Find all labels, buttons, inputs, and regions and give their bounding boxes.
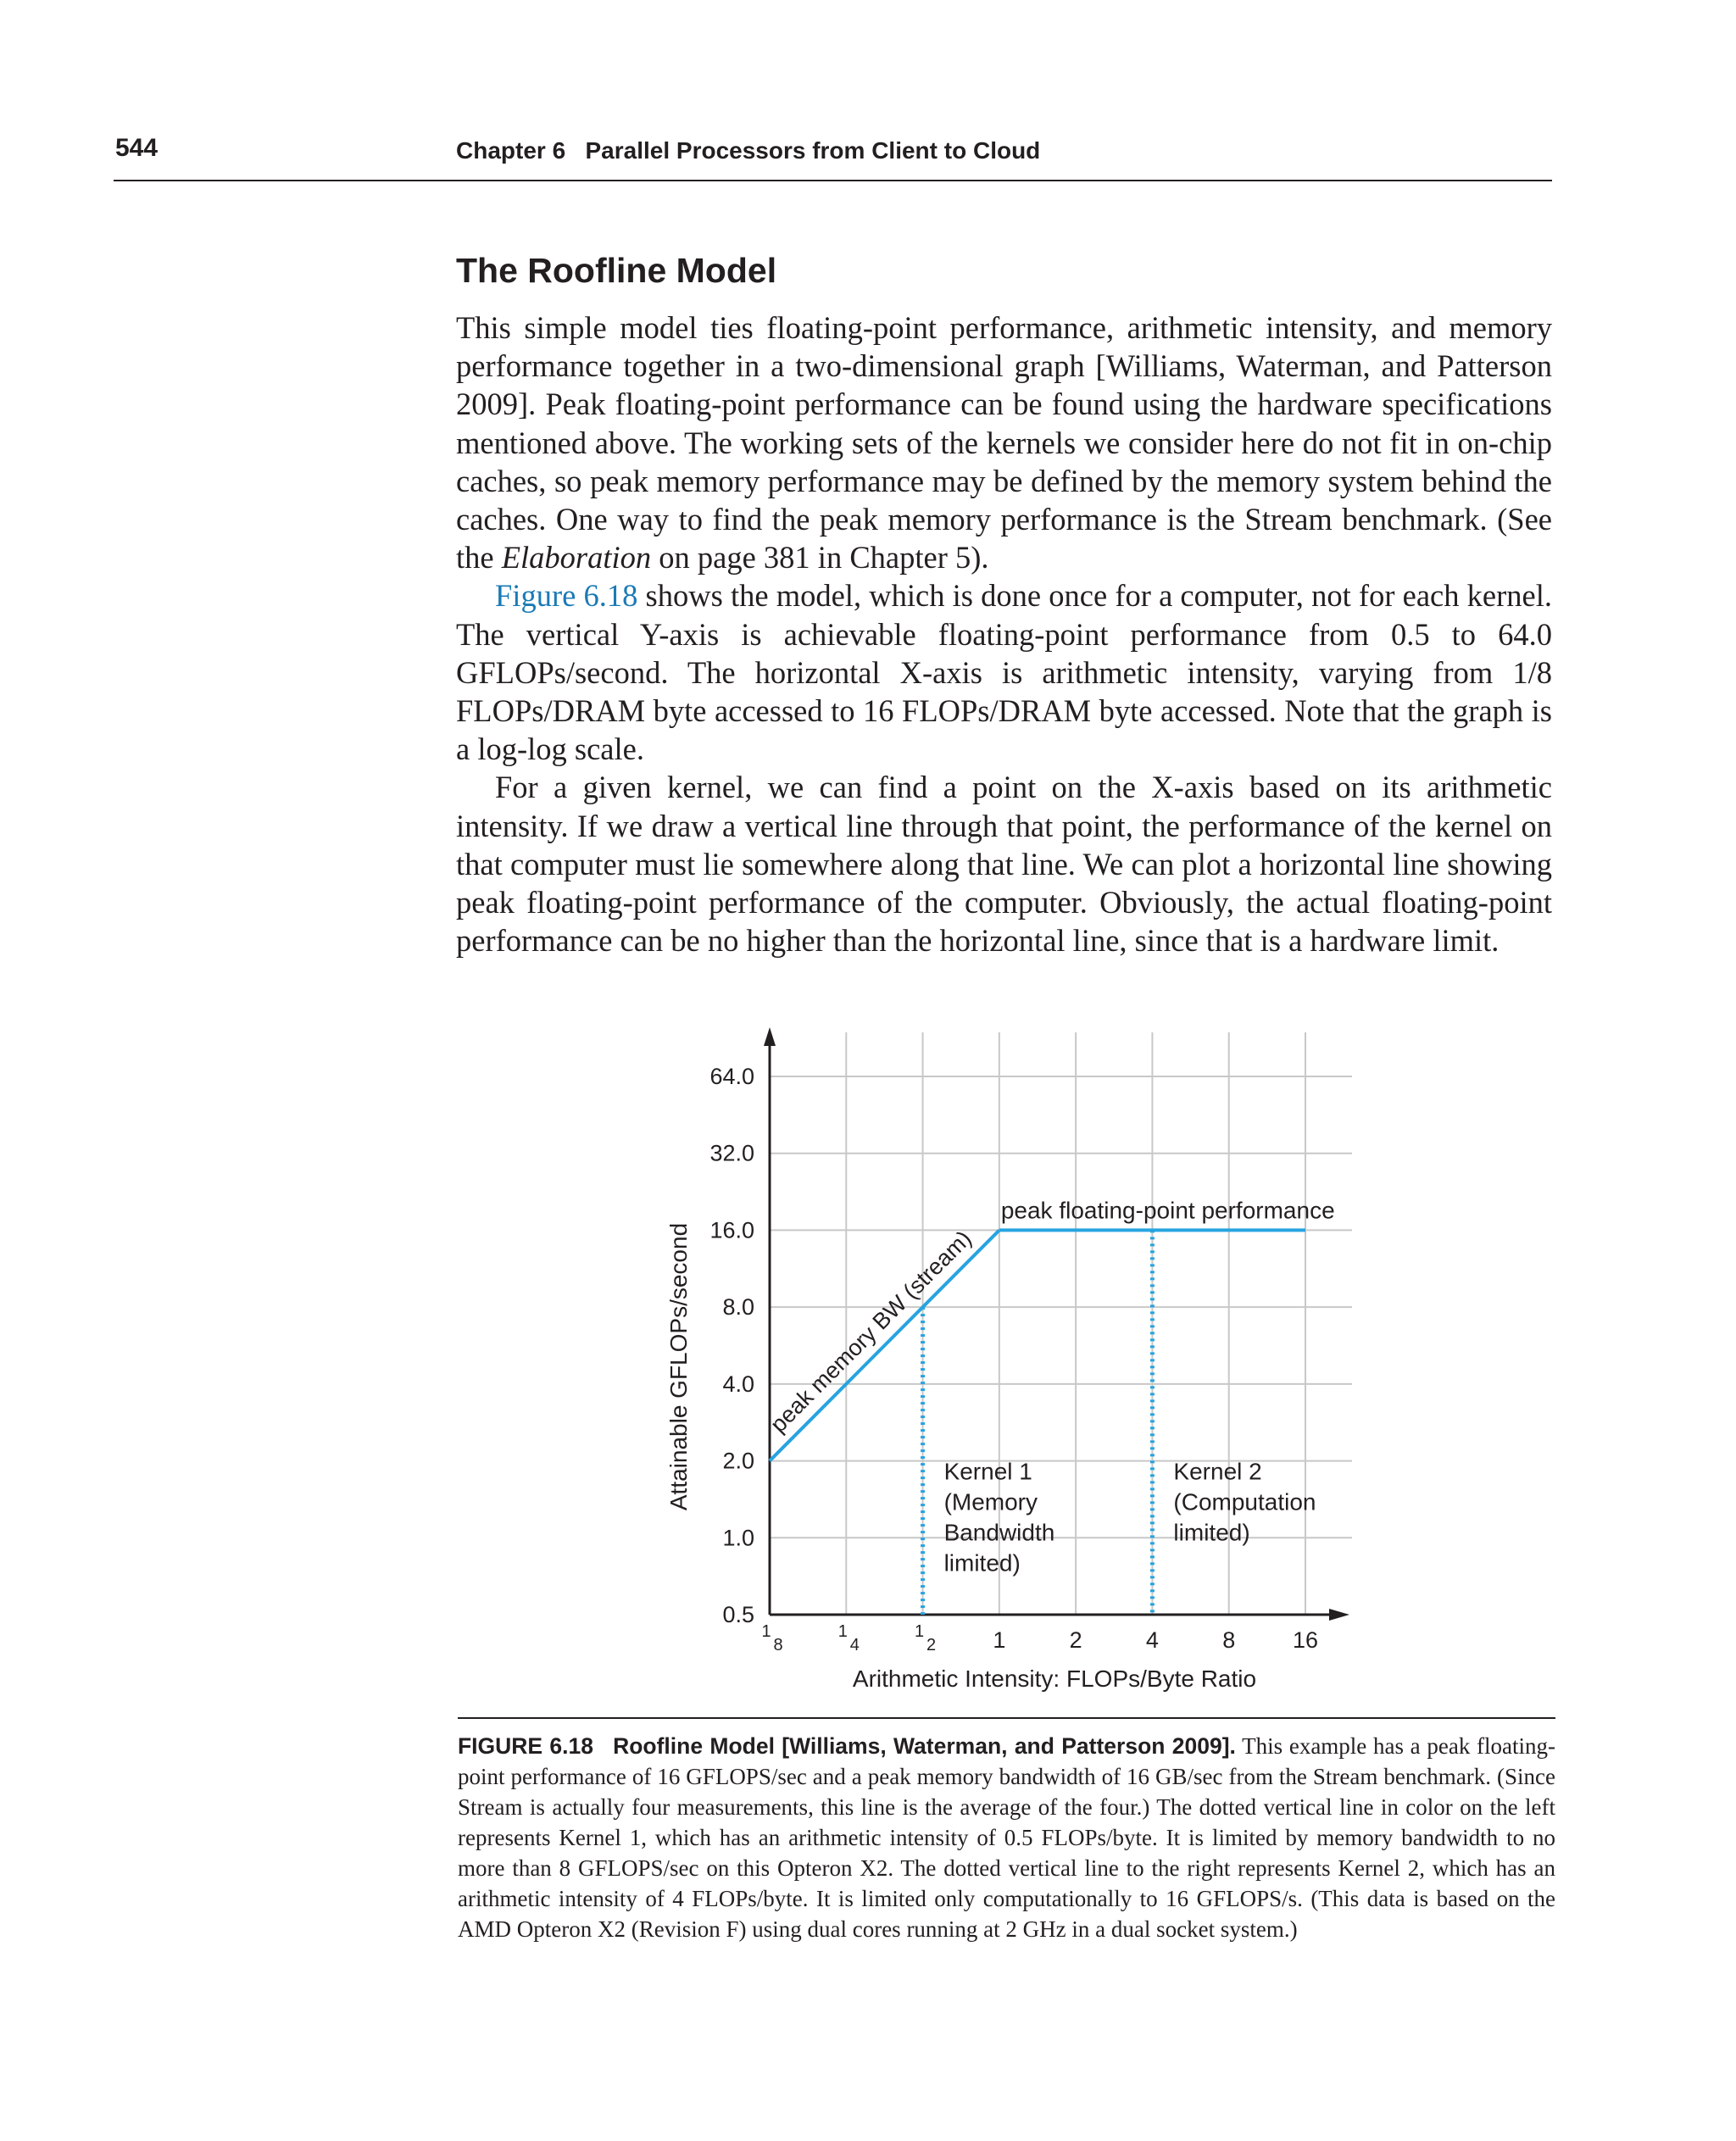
figure-6-18-link[interactable]: Figure 6.18 (495, 578, 638, 614)
paragraph-3 (456, 768, 1552, 959)
x-tick-numerator: 1 (837, 1622, 848, 1641)
caption-label: FIGURE 6.18 (458, 1733, 593, 1759)
x-tick-numerator: 1 (915, 1622, 925, 1641)
x-tick-label: 8 (1222, 1627, 1236, 1653)
paragraph-2 (456, 576, 1552, 768)
kernel-1-label: limited) (943, 1549, 1021, 1577)
x-axis-title: Arithmetic Intensity: FLOPs/Byte Ratio (852, 1666, 1257, 1692)
x-tick-label: 1 (993, 1627, 1006, 1653)
roofline-figure (644, 1026, 1407, 1704)
elaboration-emphasis: Elaboration (501, 540, 652, 576)
paragraph-1-text: This simple model ties floating-point performance, arithmetic intensity, and memory performance together in a two-dimensional graph [Williams, Waterman, and Patterson 2009]. Peak floating-point performance can be found using the hardware specifications mentioned above. The working sets of the kernels we consider here do not fit in on-chip caches, so peak memory performance may be defined by the memory system behind the caches. One way to find the peak memory performance is the Stream benchmark. (See the (456, 310, 1552, 576)
paragraph-1-end: on page 381 in Chapter 5). (651, 540, 989, 576)
figure-caption (458, 1717, 1555, 1944)
y-tick-label: 64.0 (709, 1064, 754, 1089)
kernel-1-label: Kernel 1 (943, 1458, 1032, 1485)
x-tick-denominator: 8 (773, 1636, 783, 1654)
chapter-title: Chapter 6 Parallel Processors from Client to Cloud (456, 137, 1041, 164)
y-tick-label: 1.0 (722, 1525, 754, 1551)
x-tick-label: 2 (1069, 1627, 1082, 1653)
y-tick-label: 32.0 (709, 1140, 754, 1166)
page-number: 544 (115, 134, 159, 162)
x-tick-denominator: 2 (926, 1636, 937, 1654)
kernel-2-label: limited) (1173, 1519, 1250, 1546)
x-tick-label: 4 (1145, 1627, 1159, 1653)
y-tick-label: 2.0 (722, 1448, 754, 1474)
series-line-1 (770, 1230, 999, 1460)
paragraph-1 (456, 309, 1552, 576)
y-axis-arrow (764, 1027, 776, 1046)
kernel-1-label: (Memory (943, 1488, 1038, 1515)
kernel-2-label: (Computation (1173, 1488, 1316, 1515)
x-axis-arrow (1329, 1609, 1349, 1621)
y-axis-title: Attainable GFLOPs/second (665, 1222, 692, 1511)
kernel-1-label: Bandwidth (943, 1519, 1055, 1546)
y-tick-label: 4.0 (722, 1371, 754, 1397)
peak-memory-bw-label: peak memory BW (stream) (765, 1226, 976, 1438)
x-tick-denominator: 4 (849, 1636, 860, 1654)
y-tick-label: 16.0 (709, 1217, 754, 1243)
running-head (114, 129, 1552, 181)
section-heading: The Roofline Model (456, 251, 777, 290)
y-tick-label: 0.5 (722, 1602, 754, 1627)
kernel-2-label: Kernel 2 (1173, 1458, 1262, 1485)
peak-flops-label: peak floating-point performance (1000, 1197, 1335, 1224)
paragraph-3-text: For a given kernel, we can find a point on the X-axis based on its arithmetic intensity. If we draw a vertical line through that point, the performance of the kernel on that computer must lie somewhere along that line. We can plot a horizontal line showing peak floating-point performance of the computer. Obviously, the actual floating-point performance can be no higher than the horizontal line, since that is a hardware limit. (456, 770, 1552, 959)
body-text (456, 309, 1552, 959)
caption-title: Roofline Model [Williams, Waterman, and Patterson 2009]. (613, 1733, 1236, 1759)
y-tick-label: 8.0 (722, 1294, 754, 1321)
x-tick-label: 16 (1292, 1627, 1319, 1653)
roofline-chart (644, 1026, 1407, 1704)
paragraph-2-text: shows the model, which is done once for a computer, not for each kernel. The vertical Y-axis is achievable floating-point performance from 0.5 to 64.0 GFLOPs/second. The horizontal X-axis is arithmetic intensity, varying from 1/8 FLOPs/DRAM byte accessed to 16 FLOPs/DRAM byte accessed. Note that the graph is a log-log scale. (456, 578, 1552, 767)
x-tick-numerator: 1 (761, 1622, 771, 1641)
caption-text: This example has a peak floating-point performance of 16 GFLOPS/sec and a peak memory bandwidth of 16 GB/sec from the Stream benchmark. (Since Stream is actually four measurements, this line is the average of the four.) The dotted vertical line in color on the left represents Kernel 1, which has an arithmetic intensity of 0.5 FLOPs/byte. It is limited by memory bandwidth to no more than 8 GFLOPS/sec on this Opteron X2. The dotted vertical line to the right represents Kernel 2, which has an arithmetic intensity of 4 FLOPs/byte. It is limited only computationally to 16 GFLOPS/s. (This data is based on the AMD Opteron X2 (Revision F) using dual cores running at 2 GHz in a dual socket system.) (458, 1733, 1555, 1942)
